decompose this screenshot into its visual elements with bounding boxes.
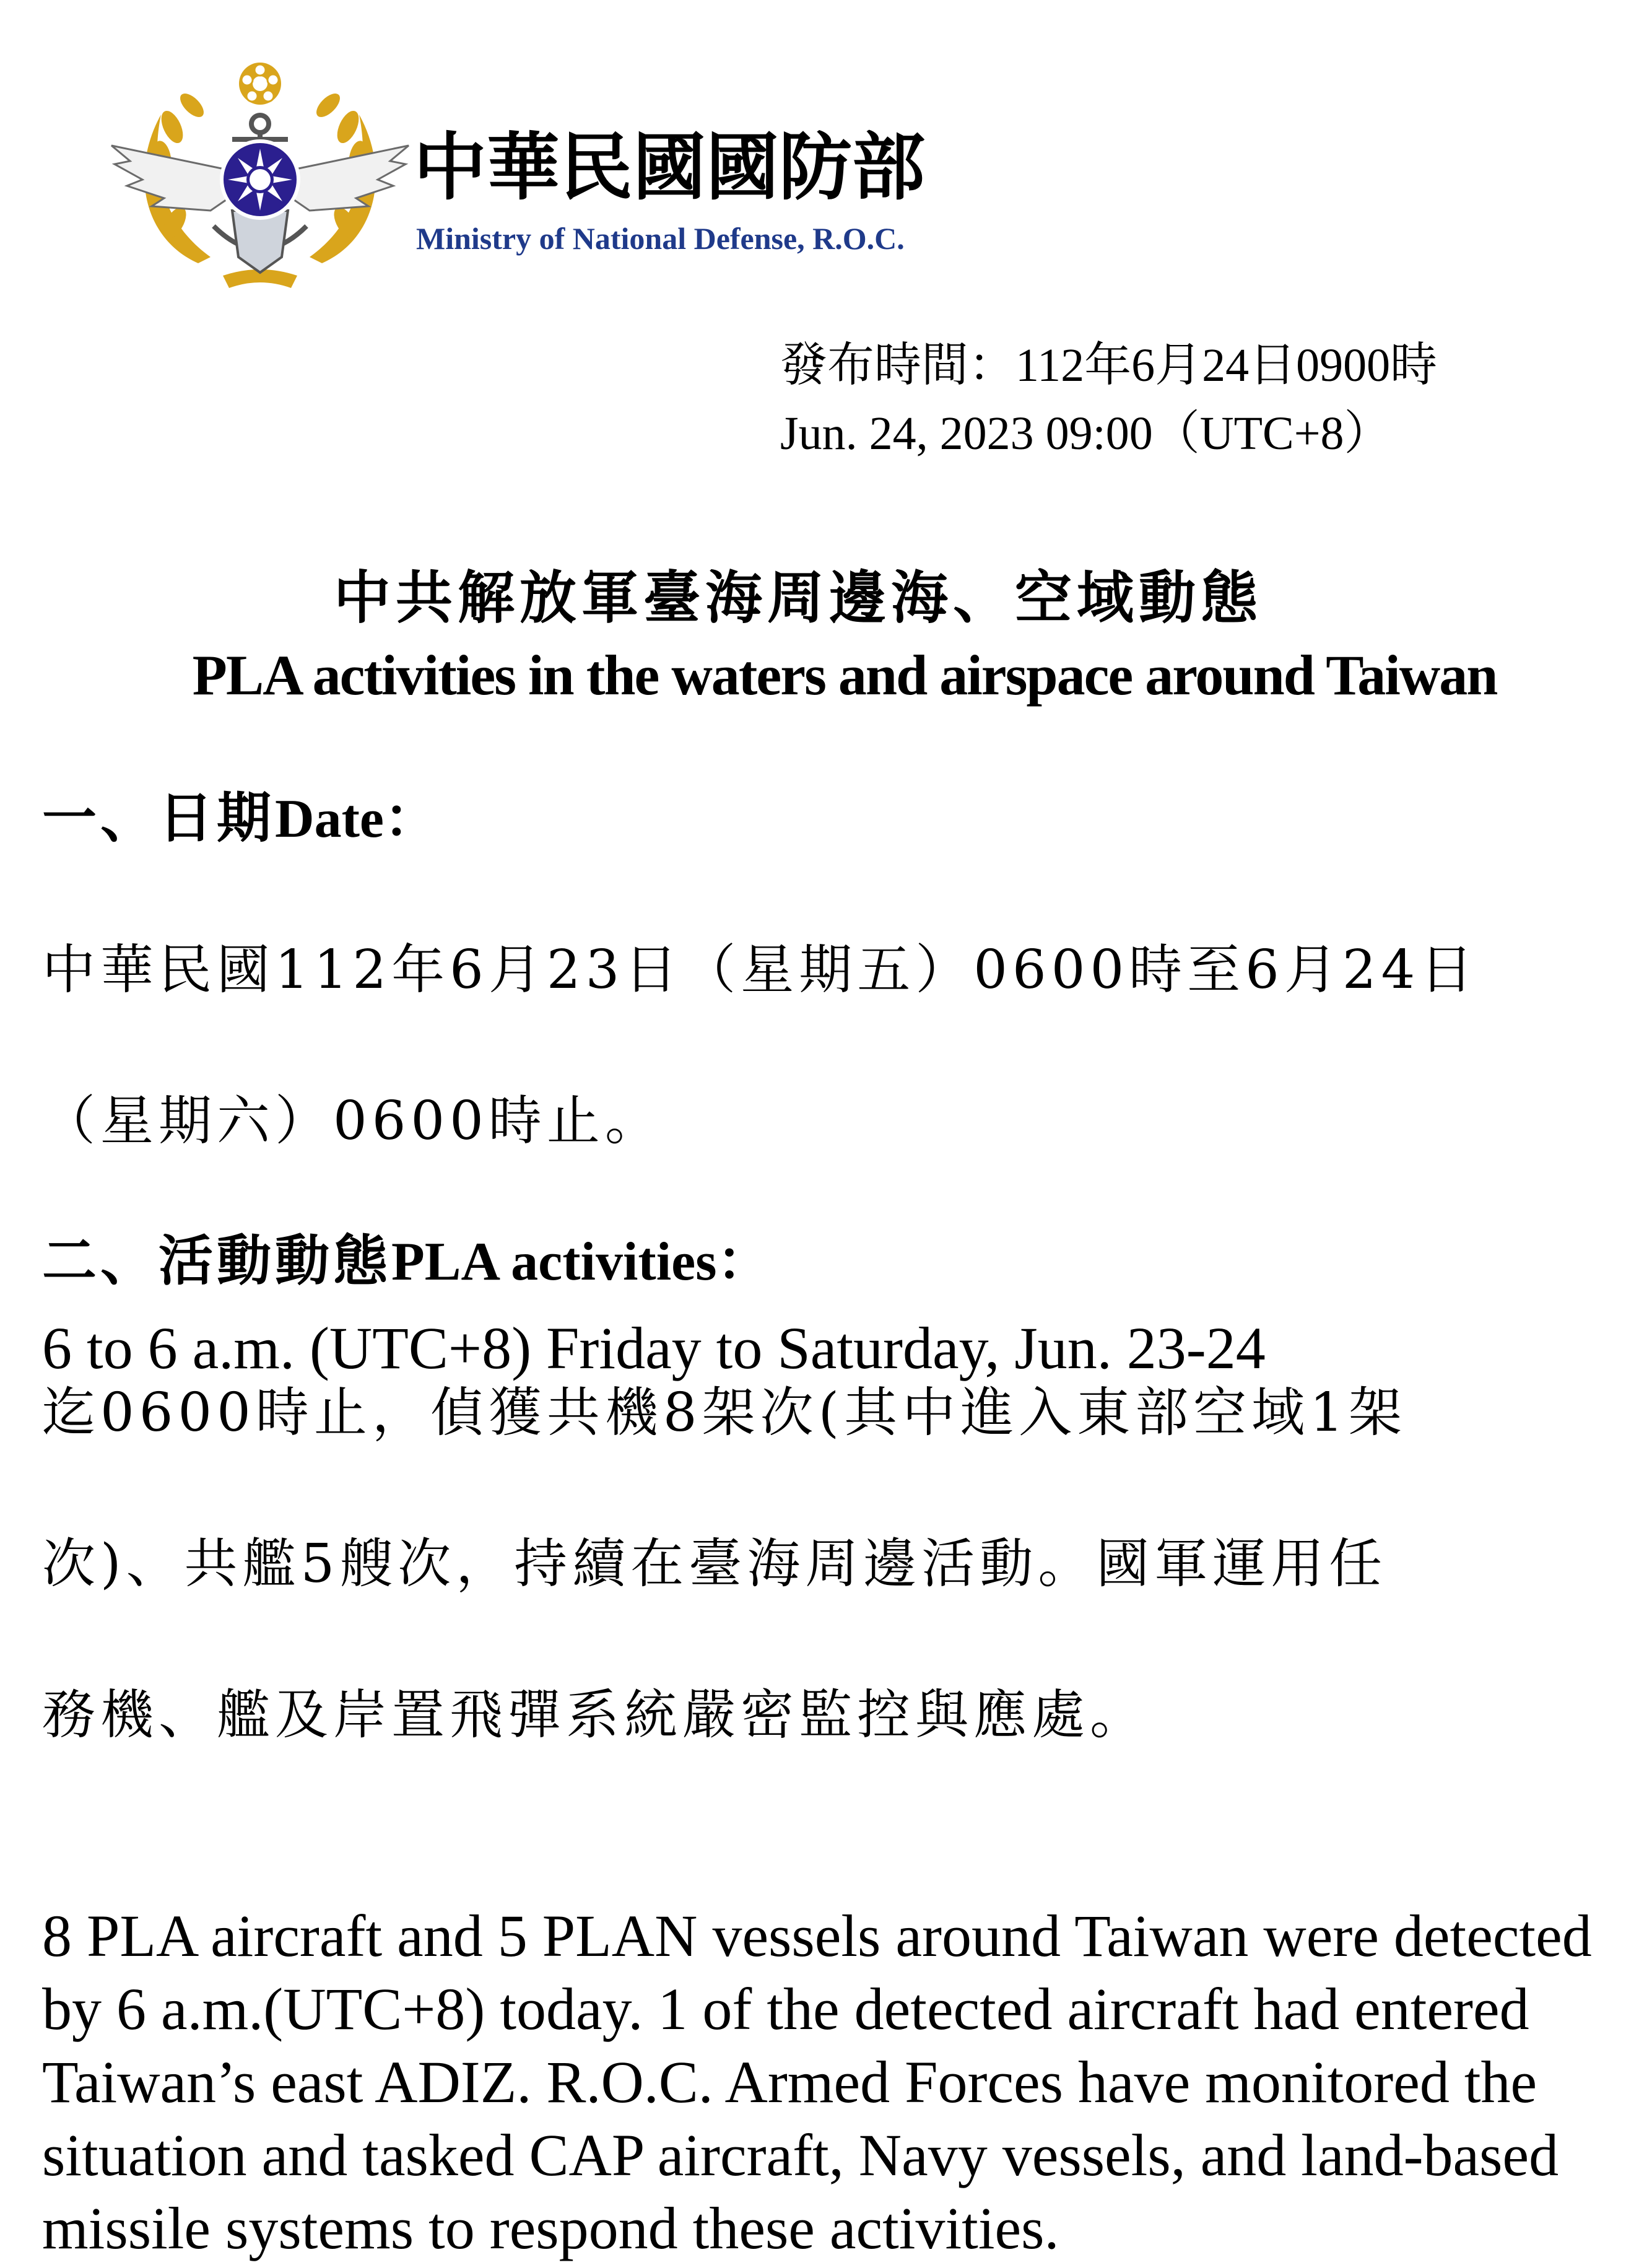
section-date-heading-colon: ： (383, 785, 442, 850)
section-date-body-line-2: （星期六）0600時止。 (42, 1090, 663, 1152)
section-date-body-english: 6 to 6 a.m. (UTC+8) Friday to Saturday, Jun. 23-24 (42, 1315, 1266, 1381)
section-activities-heading (42, 1223, 1627, 1299)
section-date-heading-en: Date (275, 789, 384, 849)
section-activities-body-line-3: 務機、艦及岸置飛彈系統嚴密監控與應處。 (42, 1684, 1148, 1746)
section-activities (42, 1223, 1627, 2265)
section-activities-body-chinese (42, 1299, 1615, 1828)
release-time (780, 331, 1635, 468)
org-name-english: Ministry of National Defense, R.O.C. (416, 221, 905, 256)
section-date-heading-zh: 一、日期 (42, 785, 276, 850)
section-activities-body-line-2: 次)、共艦5艘次，持續在臺海周邊活動。國軍運用任 (42, 1533, 1388, 1595)
section-date-heading (42, 780, 1627, 857)
section-date-body-chinese (42, 857, 1615, 1234)
section-activities-heading-en: PLA activities (391, 1232, 717, 1292)
mnd-emblem-icon (105, 59, 415, 307)
release-time-english: Jun. 24, 2023 09:00（UTC+8） (780, 408, 1391, 460)
section-activities-heading-colon: ： (716, 1228, 775, 1293)
title-chinese: 中共解放軍臺海周邊海、空域動態 (333, 564, 1263, 631)
section-date-body-line-1: 中華民國112年6月23日（星期五）0600時至6月24日 (42, 939, 1479, 1001)
section-activities-heading-zh: 二、活動動態 (42, 1228, 392, 1293)
letterhead (105, 59, 1071, 307)
release-time-chinese: 發布時間：112年6月24日0900時 (780, 339, 1438, 391)
org-name-chinese: 中華民國國防部 (414, 124, 926, 210)
section-activities-body-english: 8 PLA aircraft and 5 PLAN vessels around Taiwan were detected by 6 a.m.(UTC+8) today. 1 of the detected aircraft had entered Taiwan’s east ADIZ. R.O.C. Armed Forces have monitored the situation and tasked CAP aircraft, Navy vessels, and land-based missile systems to respond these activities. (42, 1903, 1592, 2261)
document-title (0, 557, 1652, 712)
title-english: PLA activities in the waters and airspace around Taiwan (192, 644, 1497, 707)
section-activities-body-line-1: 迄0600時止，偵獲共機8架次(其中進入東部空域1架 (42, 1382, 1407, 1444)
